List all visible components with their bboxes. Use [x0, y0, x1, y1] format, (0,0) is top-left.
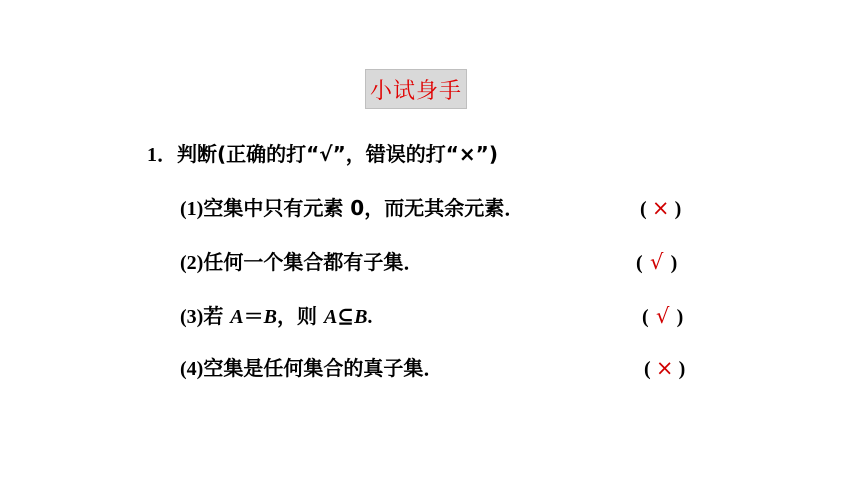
- answer-2-close: ): [670, 252, 678, 274]
- statement-2-text: 任何一个集合都有子集．: [203, 250, 424, 274]
- statement-3-var-a: A: [230, 306, 244, 328]
- statement-3-var-a2: A: [323, 306, 338, 328]
- statement-3-var-b: B: [263, 306, 277, 328]
- statement-1-text: 空集中只有元素 0，而无其余元素．: [203, 196, 525, 220]
- statement-3-subset: ⊆: [337, 306, 355, 328]
- answer-2-mark: √: [649, 250, 664, 274]
- answer-3-open: (: [642, 306, 649, 328]
- answer-4: [644, 356, 685, 381]
- statement-3: [180, 304, 372, 329]
- answer-2-open: (: [636, 252, 643, 274]
- answer-4-mark: ×: [655, 356, 674, 380]
- statement-1-label: (1): [180, 198, 204, 220]
- statement-3-var-b2: B: [354, 306, 368, 328]
- question-line: [147, 142, 498, 167]
- statement-3-text-before: 若: [203, 304, 231, 328]
- statement-2: [180, 250, 423, 275]
- answer-1-close: ): [674, 198, 682, 220]
- statement-3-text-mid: ，则: [276, 304, 324, 328]
- answer-2: [636, 250, 677, 275]
- statement-3-label: (3): [180, 306, 204, 328]
- statement-4-label: (4): [180, 358, 204, 380]
- statement-1: [180, 196, 524, 221]
- answer-3-close: ): [676, 306, 684, 328]
- question-number: 1．: [147, 144, 177, 166]
- section-heading: 小试身手: [369, 78, 462, 104]
- statement-3-period: .: [367, 306, 373, 328]
- answer-3-mark: √: [655, 304, 670, 328]
- answer-1-mark: ×: [651, 196, 670, 220]
- answer-1: [640, 196, 681, 221]
- answer-4-close: ): [678, 358, 686, 380]
- answer-4-open: (: [644, 358, 651, 380]
- section-heading-box: [365, 69, 467, 109]
- answer-3: [642, 304, 683, 329]
- question-text: 判断(正确的打“√”，错误的打“×”): [177, 142, 498, 166]
- statement-3-equals: ＝: [243, 306, 264, 328]
- statement-4-text: 空集是任何集合的真子集．: [203, 356, 444, 380]
- statement-4: [180, 356, 443, 381]
- answer-1-open: (: [640, 198, 647, 220]
- statement-2-label: (2): [180, 252, 204, 274]
